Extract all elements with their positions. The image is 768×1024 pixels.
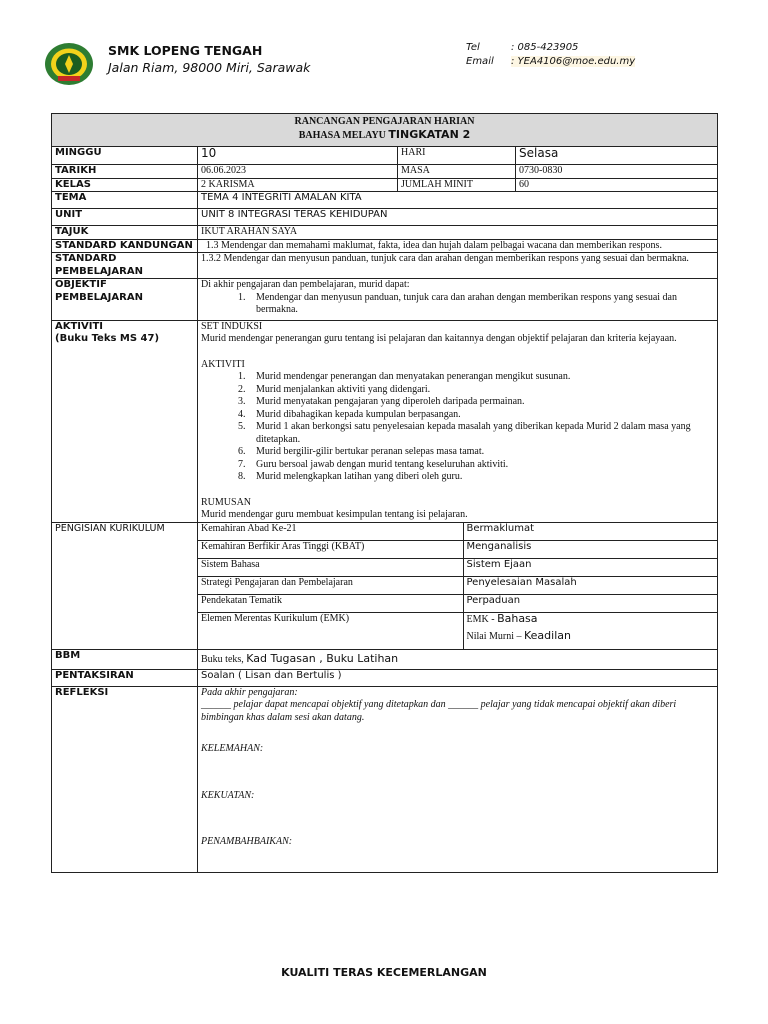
tarikh-label: TARIKH — [52, 165, 198, 179]
sp-label-line2: PEMBELAJARAN — [55, 265, 143, 277]
unit-label: UNIT — [52, 209, 198, 226]
bbm-rest: Kad Tugasan , Buku Latihan — [246, 651, 399, 665]
kelas-value: 2 KARISMA — [198, 178, 398, 192]
hari-value: Selasa — [516, 147, 718, 165]
emk-value-cell — [463, 613, 717, 649]
rumusan-text: Murid mendengar guru membuat kesimpulan tentang isi pelajaran. — [201, 509, 468, 520]
penambahbaikan-label: PENAMBAHBAIKAN: — [201, 836, 293, 847]
tel-value: : 085-423905 — [511, 42, 579, 53]
aktiviti-list — [201, 371, 714, 484]
minggu-label: MINGGU — [52, 147, 198, 165]
pk-key: Strategi Pengajaran dan Pembelajaran — [198, 577, 463, 595]
tema-value: TEMA 4 INTEGRITI AMALAN KITA — [198, 192, 718, 209]
set-induksi-text: Murid mendengar penerangan guru tentang isi pelajaran dan kaitannya dengan objektif pelajaran dan kriteria kejayaan. — [201, 333, 677, 344]
pentaksiran-value: Soalan ( Lisan dan Bertulis ) — [198, 669, 718, 686]
tema-label: TEMA — [52, 192, 198, 209]
pk-key: Kemahiran Abad Ke-21 — [198, 523, 463, 541]
pk-value: Sistem Ejaan — [463, 559, 717, 577]
objektif-list — [201, 292, 714, 317]
tajuk-value: IKUT ARAHAN SAYA — [198, 226, 718, 240]
kekuatan-label: KEKUATAN: — [201, 789, 255, 801]
refleksi-label: REFLEKSI — [52, 686, 198, 872]
emk-value: Bahasa — [497, 612, 538, 625]
email-label: Email — [466, 56, 494, 67]
pk-key: Sistem Bahasa — [198, 559, 463, 577]
nilai-prefix: Nilai Murni – — [466, 630, 524, 642]
hari-label: HARI — [398, 147, 516, 165]
jumlah-minit-value: 60 — [516, 178, 718, 192]
kelemahan-label: KELEMAHAN: — [201, 743, 264, 754]
aktiviti-item: 1. Murid mendengar penerangan dan menyatakan penerangan mengikut susunan. — [248, 371, 714, 384]
op-label-line1: OBJEKTIF — [55, 279, 107, 290]
pengisian-subtable — [198, 523, 717, 649]
minggu-value: 10 — [198, 147, 398, 165]
letterhead — [0, 0, 768, 100]
rumusan-heading: RUMUSAN — [201, 496, 252, 508]
emk-prefix: EMK - — [466, 614, 498, 625]
form-label: TINGKATAN 2 — [388, 127, 471, 141]
plan-title-line1: RANCANGAN PENGAJARAN HARIAN — [294, 116, 475, 127]
standard-kandungan-label: STANDARD KANDUNGAN — [52, 239, 198, 253]
bbm-label: BBM — [52, 649, 198, 669]
unit-value: UNIT 8 INTEGRASI TERAS KEHIDUPAN — [198, 209, 718, 226]
objektif-value — [198, 279, 718, 321]
plan-title-line2 — [55, 129, 714, 143]
refleksi-text: ______ pelajar dapat mencapai objektif yang ditetapkan dan ______ pelajar yang tidak mencapai objektif akan diberi bimbingan khas dalam sesi akan datang. — [201, 699, 677, 723]
plan-title — [52, 114, 718, 147]
objektif-label — [52, 279, 198, 321]
pk-value: Menganalisis — [463, 541, 717, 559]
school-crest-icon — [44, 42, 94, 86]
contact-tel — [466, 42, 578, 53]
op-label-line2: PEMBELAJARAN — [55, 291, 143, 303]
pengisian-kurikulum-value — [198, 522, 718, 649]
standard-pembelajaran-label — [52, 253, 198, 279]
aktiviti-heading: AKTIVITI — [201, 358, 245, 370]
set-induksi-heading: SET INDUKSI — [201, 320, 263, 332]
masa-label: MASA — [398, 165, 516, 179]
aktiviti-label-line2: (Buku Teks MS 47) — [55, 333, 160, 344]
aktiviti-item: 3. Murid menyatakan pengajaran yang diperoleh daripada permainan. — [248, 396, 714, 409]
aktiviti-item: 5. Murid 1 akan berkongsi satu penyelesaian kepada masalah yang diberikan kepada Murid 2 dalam masa yang ditetapkan. — [248, 421, 714, 446]
bbm-value — [198, 649, 718, 669]
tel-label: Tel — [466, 42, 480, 53]
pengisian-kurikulum-label: PENGISIAN KURIKULUM — [52, 522, 198, 649]
aktiviti-item: 4. Murid dibahagikan kepada kumpulan berpasangan. — [248, 409, 714, 422]
refleksi-value — [198, 686, 718, 872]
email-value[interactable]: : YEA4106@moe.edu.my — [511, 56, 636, 67]
footer-motto: KUALITI TERAS KECEMERLANGAN — [281, 966, 487, 979]
tarikh-value: 06.06.2023 — [198, 165, 398, 179]
school-address: Jalan Riam, 98000 Miri, Sarawak — [108, 60, 311, 75]
tajuk-label: TAJUK — [52, 226, 198, 240]
emk-key: Elemen Merentas Kurikulum (EMK) — [198, 613, 463, 649]
aktiviti-item: 2. Murid menjalankan aktiviti yang didengari. — [248, 384, 714, 397]
nilai-value: Keadilan — [524, 628, 571, 642]
objektif-item: 1. Mendengar dan menyusun panduan, tunjuk cara dan arahan dengan memberikan respons yang sesuai dan bermakna. — [248, 292, 714, 317]
pk-key: Pendekatan Tematik — [198, 595, 463, 613]
pk-key: Kemahiran Berfikir Aras Tinggi (KBAT) — [198, 541, 463, 559]
sp-label-line1: STANDARD — [55, 253, 117, 264]
pentaksiran-label: PENTAKSIRAN — [52, 669, 198, 686]
aktiviti-item: 8. Murid melengkapkan latihan yang diberi oleh guru. — [248, 471, 714, 484]
pk-value: Bermaklumat — [463, 523, 717, 541]
standard-kandungan-value: 1.3 Mendengar dan memahami maklumat, fakta, idea dan hujah dalam pelbagai wacana dan memberikan respons. — [198, 239, 718, 253]
lesson-plan-table — [51, 113, 718, 873]
aktiviti-item: 7. Guru bersoal jawab dengan murid tentang keseluruhan aktiviti. — [248, 459, 714, 472]
contact-email — [466, 56, 635, 67]
bbm-prefix: Buku teks, — [201, 653, 247, 665]
refleksi-intro: Pada akhir pengajaran: — [201, 686, 298, 698]
objektif-intro: Di akhir pengajaran dan pembelajaran, murid dapat: — [201, 279, 410, 290]
school-name: SMK LOPENG TENGAH — [108, 43, 263, 58]
jumlah-minit-label: JUMLAH MINIT — [398, 178, 516, 192]
kelas-label: KELAS — [52, 178, 198, 192]
aktiviti-label — [52, 320, 198, 522]
aktiviti-label-line1: AKTIVITI — [55, 320, 104, 332]
aktiviti-value — [198, 320, 718, 522]
pk-value: Perpaduan — [463, 595, 717, 613]
standard-pembelajaran-value: 1.3.2 Mendengar dan menyusun panduan, tunjuk cara dan arahan dengan memberikan respons yang sesuai dan bermakna. — [198, 253, 718, 279]
subject-label: BAHASA MELAYU — [298, 129, 389, 141]
masa-value: 0730-0830 — [516, 165, 718, 179]
aktiviti-item: 6. Murid bergilir-gilir bertukar peranan selepas masa tamat. — [248, 446, 714, 459]
pk-value: Penyelesaian Masalah — [463, 577, 717, 595]
